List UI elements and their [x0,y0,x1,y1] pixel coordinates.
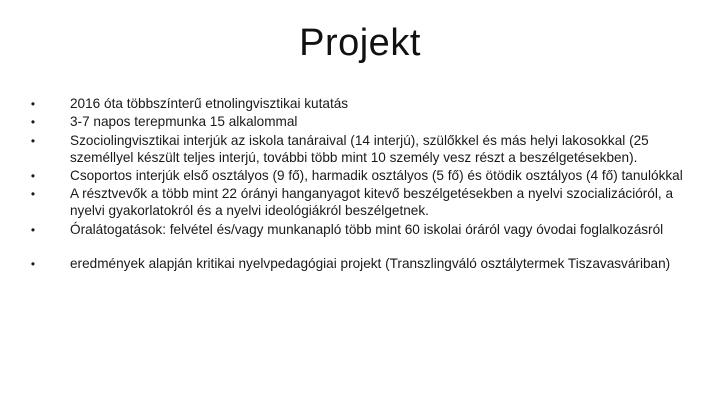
bullet-text: Szociolingvisztikai interjúk az iskola tanáraival (14 interjú), szülőkkel és más helyi lakosokkal (25 személlyel készült teljes interjú, további több mint 10 személy vesz részt a beszélgetésekben). [70,132,649,165]
bullet-dot-icon: • [30,97,36,111]
bullet-item [28,96,704,113]
bullet-item [28,168,704,185]
bullet-dot-icon: • [30,168,36,183]
bullet-dot-icon: • [30,257,36,272]
bullet-text: 2016 óta többszínterű etnolingvisztikai kutatás [70,96,349,111]
bullet-dot-icon: • [30,133,36,148]
bullet-item [28,222,704,239]
bullet-item [28,133,704,167]
bullet-text: Óralátogatások: felvétel és/vagy munkanapló több mint 60 iskolai óráról vagy óvodai foglalkozásról [70,221,664,237]
bullet-text: A résztvevők a több mint 22 órányi hanganyagot kitevő beszélgetésekben a nyelvi szocializációról, a nyelvi gyakorlatokról és a nyelvi ideológiákról beszélgetnek. [70,186,674,219]
bullet-text: Csoportos interjúk első osztályos (9 fő), harmadik osztályos (5 fő) és ötödik osztályos (4 fő) tanulókkal [70,167,683,183]
bullet-text: eredmények alapján kritikai nyelvpedagógiai projekt (Transzlingváló osztálytermek Tiszavasváriban) [70,256,671,272]
bullet-item [28,114,704,131]
bullet-item [28,186,704,220]
bullet-text: 3-7 napos terepmunka 15 alkalommal [70,114,298,130]
slide-title: Projekt [299,22,421,64]
bullet-dot-icon: • [30,222,36,237]
bullet-dot-icon: • [30,115,36,130]
bullet-list [28,96,704,275]
bullet-dot-icon: • [30,187,36,202]
bullet-item [28,256,704,273]
